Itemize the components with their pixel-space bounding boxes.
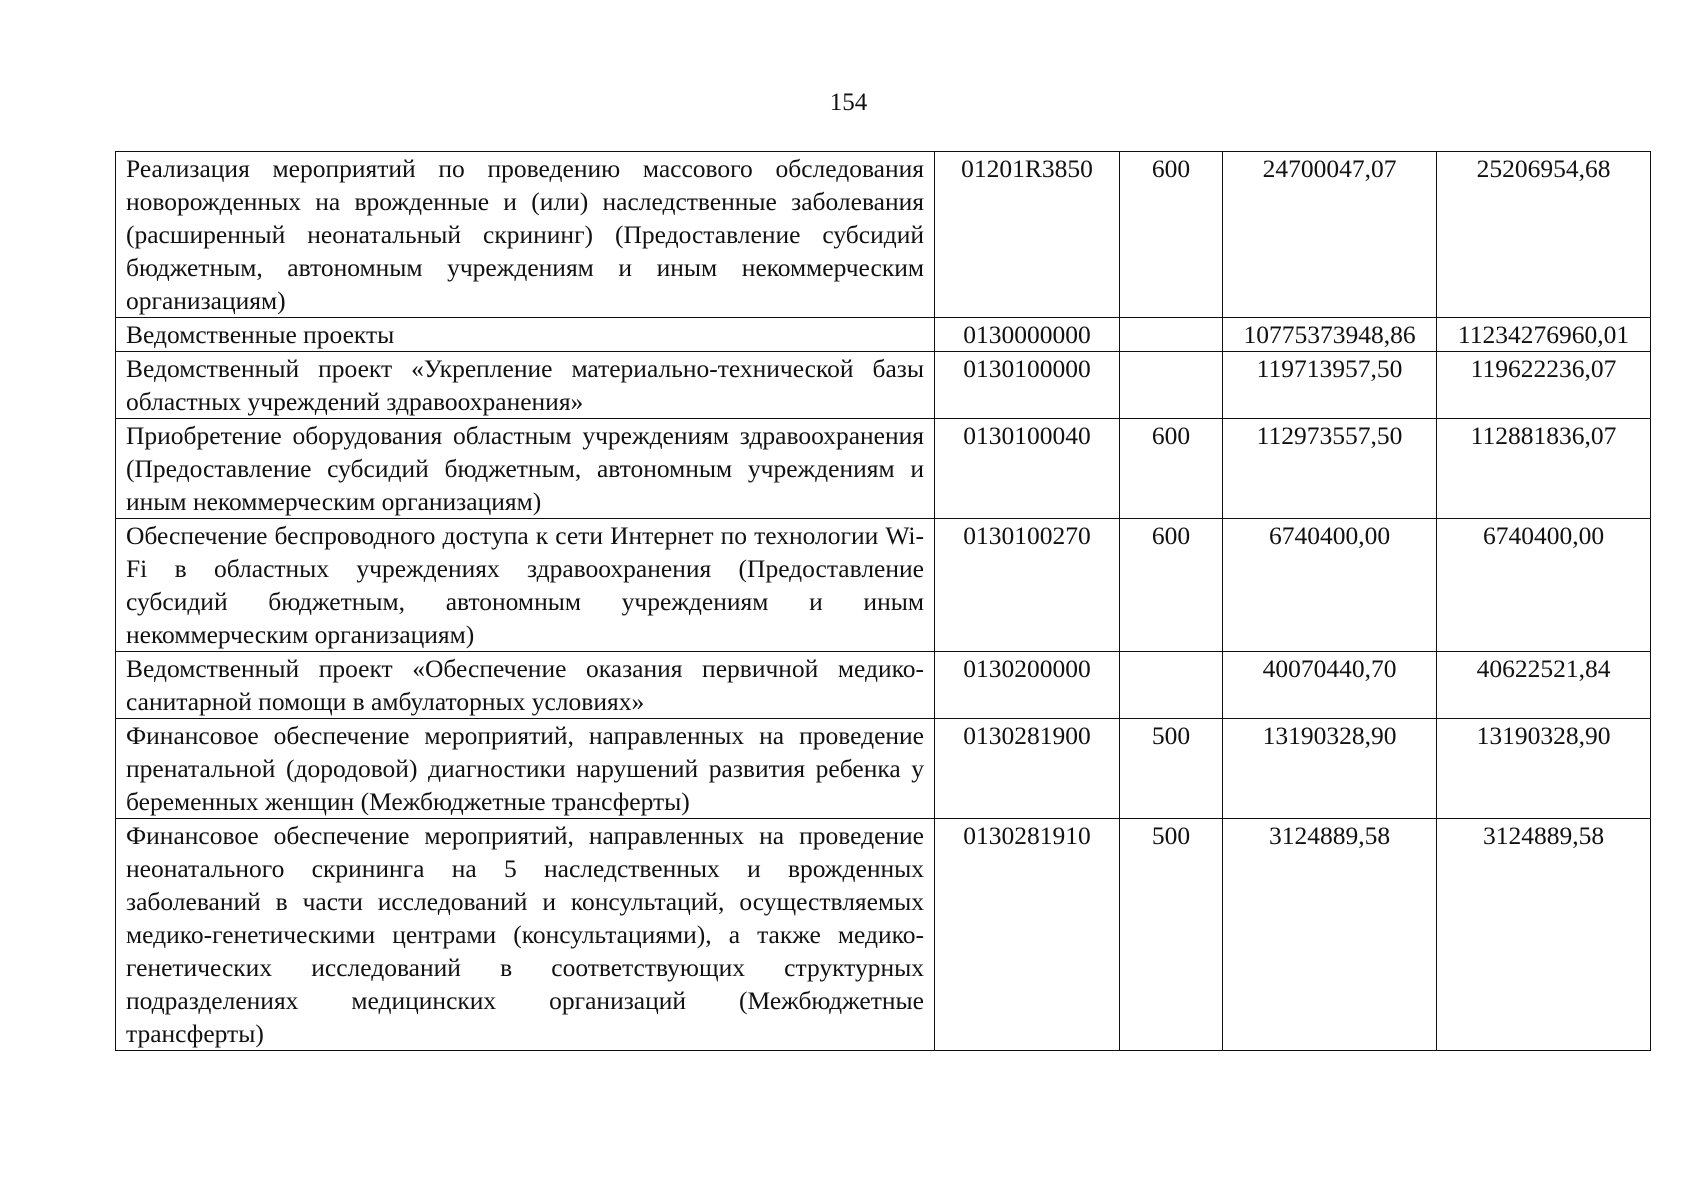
row-description: Ведомственный проект «Обеспечение оказания первичной медико-санитарной помощи в амбулаторных условиях» (116, 652, 935, 719)
row-description: Обеспечение беспроводного доступа к сети Интернет по технологии Wi-Fi в областных учреждениях здравоохранения (Предоставление субсидий бюджетным, автономным учреждениям и иным некоммерческим организациям) (116, 519, 935, 652)
budget-table (115, 151, 1651, 1051)
row-target-code: 0130000000 (935, 318, 1120, 352)
table-row (116, 352, 1651, 419)
table-row (116, 519, 1651, 652)
row-expense-type: 600 (1120, 152, 1223, 318)
row-target-code: 0130100270 (935, 519, 1120, 652)
row-description: Реализация мероприятий по проведению массового обследования новорожденных на врожденные и (или) наследственные заболевания (расширенный неонатальный скрининг) (Предоставление субсидий бюджетным, автономным учреждениям и иным некоммерческим организациям) (116, 152, 935, 318)
row-description: Ведомственный проект «Укрепление материально-технической базы областных учреждений здравоохранения» (116, 352, 935, 419)
row-amount-year-1: 24700047,07 (1223, 152, 1437, 318)
row-amount-year-2: 40622521,84 (1437, 652, 1651, 719)
row-amount-year-2: 25206954,68 (1437, 152, 1651, 318)
row-target-code: 0130281900 (935, 719, 1120, 819)
row-amount-year-1: 3124889,58 (1223, 819, 1437, 1051)
row-amount-year-1: 40070440,70 (1223, 652, 1437, 719)
row-description: Финансовое обеспечение мероприятий, направленных на проведение неонатального скрининга на 5 наследственных и врожденных заболеваний в части исследований и консультаций, осуществляемых медико-генетическими центрами (консультациями), а также медико-генетических исследований в соответствующих структурных подразделениях медицинских организаций (Межбюджетные трансферты) (116, 819, 935, 1051)
row-amount-year-1: 112973557,50 (1223, 419, 1437, 519)
row-amount-year-2: 11234276960,01 (1437, 318, 1651, 352)
row-amount-year-2: 112881836,07 (1437, 419, 1651, 519)
table-row (116, 819, 1651, 1051)
table-row (116, 419, 1651, 519)
table-row (116, 652, 1651, 719)
row-expense-type (1120, 318, 1223, 352)
row-description: Ведомственные проекты (116, 318, 935, 352)
table-row (116, 719, 1651, 819)
row-amount-year-2: 119622236,07 (1437, 352, 1651, 419)
row-description: Приобретение оборудования областным учреждениям здравоохранения (Предоставление субсидий бюджетным, автономным учреждениям и иным некоммерческим организациям) (116, 419, 935, 519)
row-expense-type: 500 (1120, 819, 1223, 1051)
table-row (116, 318, 1651, 352)
row-expense-type: 600 (1120, 419, 1223, 519)
row-amount-year-2: 6740400,00 (1437, 519, 1651, 652)
row-amount-year-1: 6740400,00 (1223, 519, 1437, 652)
row-expense-type: 600 (1120, 519, 1223, 652)
row-expense-type: 500 (1120, 719, 1223, 819)
table-row (116, 152, 1651, 318)
row-target-code: 0130281910 (935, 819, 1120, 1051)
row-amount-year-1: 119713957,50 (1223, 352, 1437, 419)
row-amount-year-2: 13190328,90 (1437, 719, 1651, 819)
row-target-code: 0130100040 (935, 419, 1120, 519)
row-target-code: 0130100000 (935, 352, 1120, 419)
page-number: 154 (829, 89, 868, 116)
row-expense-type (1120, 352, 1223, 419)
row-amount-year-1: 13190328,90 (1223, 719, 1437, 819)
row-target-code: 01201R3850 (935, 152, 1120, 318)
row-target-code: 0130200000 (935, 652, 1120, 719)
row-amount-year-1: 10775373948,86 (1223, 318, 1437, 352)
row-expense-type (1120, 652, 1223, 719)
row-amount-year-2: 3124889,58 (1437, 819, 1651, 1051)
row-description: Финансовое обеспечение мероприятий, направленных на проведение пренатальной (дородовой) диагностики нарушений развития ребенка у беременных женщин (Межбюджетные трансферты) (116, 719, 935, 819)
